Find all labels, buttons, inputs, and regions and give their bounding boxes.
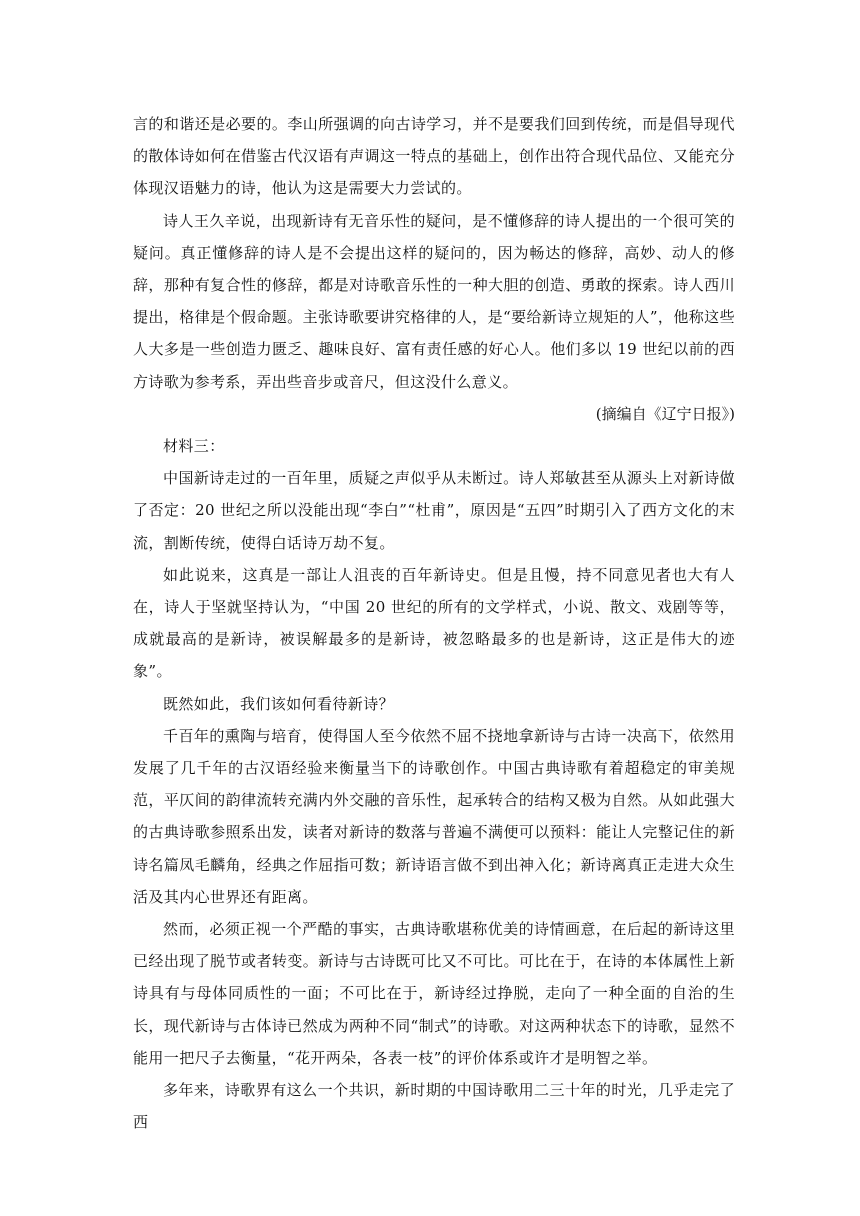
paragraph-classical-poetry: 千百年的熏陶与培育，使得国人至今依然不屈不挠地拿新诗与古诗一决高下，依然用发展了几千年的古汉语经验来衡量当下的诗歌创作。中国古典诗歌有着超稳定的审美规范，平仄间的韵律流转充满内外交融的音乐性，起承转合的结构又极为自然。从如此强大的古典诗歌参照系出发，读者对新诗的数落与普遍不满便可以预料：能让人完整记住的新诗名篇凤毛麟角，经典之作屈指可数；新诗语言做不到出神入化；新诗离真正走进大众生活及其内心世界还有距离。 — [133, 726, 735, 906]
paragraph-yu-jian: 如此说来，这真是一部让人沮丧的百年新诗史。但是且慢，持不同意见者也大有人在，诗人于坚就坚持认为，“中国 20 世纪的所有的文学样式，小说、散文、戏剧等等，成就最高的是新诗，被误解最多的是新诗，被忽略最多的也是新诗，这正是伟大的迹象”。 — [133, 565, 735, 681]
paragraph-consensus: 多年来，诗歌界有这么一个共识，新时期的中国诗歌用二三十年的时光，几乎走完了西 — [133, 1081, 735, 1132]
source-citation: (摘编自《辽宁日报》) — [595, 404, 735, 423]
section-heading-material-three: 材料三： — [163, 437, 225, 456]
paragraph-wang-jiuxin: 诗人王久辛说，出现新诗有无音乐性的疑问，是不懂修辞的诗人提出的一个很可笑的疑问。真正懂修辞的诗人是不会提出这样的疑问的，因为畅达的修辞，高妙、动人的修辞，那种有复合性的修辞，都是对诗歌音乐性的一种大胆的创造、勇敢的探索。诗人西川提出，格律是个假命题。主张诗歌要讲究格律的人，是“要给新诗立规矩的人”，他称这些人大多是一些创造力匮乏、趣味良好、富有责任感的好心人。他们多以 19 世纪以前的西方诗歌为参考系，弄出些音步或音尺，但这没什么意义。 — [133, 211, 735, 391]
paragraph-question: 既然如此，我们该如何看待新诗？ — [163, 694, 395, 713]
paragraph-continuation: 言的和谐还是必要的。李山所强调的向古诗学习，并不是要我们回到传统，而是倡导现代的散体诗如何在借鉴古代汉语有声调这一特点的基础上，创作出符合现代品位、又能充分体现汉语魅力的诗，他认为这是需要大力尝试的。 — [133, 115, 735, 198]
paragraph-comparison: 然而，必须正视一个严酷的事实，古典诗歌堪称优美的诗情画意，在后起的新诗这里已经出现了脱节或者转变。新诗与古诗既可比又不可比。可比在于，在诗的本体属性上新诗具有与母体同质性的一面；不可比在于，新诗经过挣脱，走向了一种全面的自治的生长，现代新诗与古体诗已然成为两种不同“制式”的诗歌。对这两种状态下的诗歌，显然不能用一把尺子去衡量，“花开两朵，各表一枝”的评价体系或许才是明智之举。 — [133, 920, 735, 1067]
paragraph-zheng-min: 中国新诗走过的一百年里，质疑之声似乎从未断过。诗人郑敏甚至从源头上对新诗做了否定：20 世纪之所以没能出现“李白”“杜甫”，原因是“五四”时期引入了西方文化的末流，割断传统，使得白话诗万劫不复。 — [133, 469, 735, 552]
